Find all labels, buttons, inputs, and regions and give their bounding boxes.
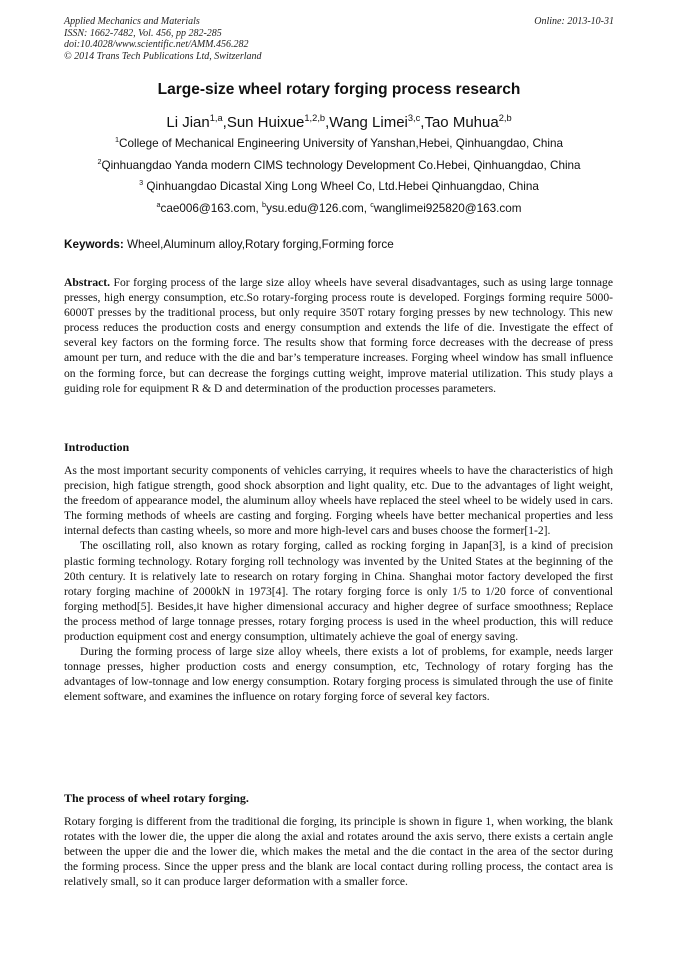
author-separator: , (222, 114, 227, 131)
author-list (0, 114, 678, 131)
affiliation-text: Qinhuangdao Dicastal Xing Long Wheel Co, Ltd.Hebei Qinhuangdao, China (143, 180, 539, 193)
introduction-section (64, 463, 613, 705)
journal-header (64, 16, 262, 62)
email-sup: c (370, 200, 374, 210)
author-name: Li Jian (166, 114, 210, 131)
body-paragraph: The oscillating roll, also known as rotary forging, called as rocking forging in Japan[3], is a kind of precision plastic forming technology. Rotary forging roll technology was invented by the United States at the beginning of the 20th century. It is relatively late to research on rotary forging in China. Shanghai motor factory developed the first rotary forging machine of 2000kN in 1973[4]. The rotary forging force is only 1/5 to 1/20 force of conventional forging method[5]. Besides,it have higher dimensional accuracy and higher degree of surface smoothness; Replace the process method of large tonnage presses, rotary forging process is used in the wheel production, this will reduce production equipment cost and energy consumption, ultimately achieve the goal of energy saving. (64, 539, 613, 644)
affiliation-text: Qinhuangdao Yanda modern CIMS technology Development Co.Hebei, Qinhuangdao, China (101, 159, 581, 172)
author-sup: 2,b (498, 113, 512, 123)
affiliation (0, 137, 678, 150)
affiliation-number: 3 (139, 178, 144, 188)
email-sup: a (156, 200, 161, 210)
author (166, 114, 226, 131)
abstract-paragraph (64, 275, 613, 396)
abstract (64, 275, 613, 396)
keywords-label: Keywords: (64, 238, 124, 251)
author-name: Sun Huixue (226, 114, 305, 131)
email: cae006@163.com, (160, 202, 263, 215)
author-emails (0, 202, 678, 215)
body-paragraph: As the most important security components of vehicles carrying, it requires wheels to have the characteristics of high precision, high fatigue strength, good shock absorption and light quality, etc. Due to the advantages of light weight, the freedom of appearance model, the aluminum alloy wheels have replaced the steel wheel to be widely used in cars. The forming methods of wheels are casting and forging. Forging wheels have better mechanical properties and less internal defects than casting wheels, so more and more high-level cars and buses choose the former[1-2]. (64, 464, 613, 538)
body-paragraph: During the forming process of large size alloy wheels, there exists a lot of problems, for example, needs larger tonnage presses, higher production costs and energy consumption, etc, Technology of rotary forging has the advantages of low-tonnage and low energy consumption. Rotary forging process is simulated through the use of finite element software, and examines the influence on rotary forging force of several key factors. (64, 645, 613, 704)
paper-title: Large-size wheel rotary forging process research (157, 81, 521, 98)
author-separator: , (325, 114, 330, 131)
body-paragraph: Rotary forging is different from the traditional die forging, its principle is shown in figure 1, when working, the blank rotates with the lower die, the upper die along the axial and rotates around the axis servo, there exists a certain angle between the upper die and the lower die, which makes the metal and the die contact in the area of the sector during the forming process. Since the upper press and the blank are local contact during rolling process, the contact area is relatively small, so it can produce larger deformation with a smaller force. (64, 815, 613, 889)
author-separator: , (420, 114, 425, 131)
author-sup: 3,c (407, 113, 421, 123)
author-name: Tao Muhua (424, 114, 499, 131)
author-name: Wang Limei (329, 114, 408, 131)
email-sup: b (262, 200, 267, 210)
author (424, 114, 511, 131)
affiliation (0, 159, 678, 172)
abstract-text: For forging process of the large size alloy wheels have several disadvantages, such as using large tonnage presses, high energy consumption, etc.So rotary-forging process route is developed. Forgings forming require 5000-6000T presses by the traditional process, but only require 350T rotary forging presses by new technology. This new process reduces the production costs and energy consumption and extends the life of die. Investigate the effect of several key factors on the forming force. The results show that forming force decreases with the decrease of press amount per turn, and reduce with the die and bar’s temperature increases. Forging wheel window has small influence on the forming force, but can decrease the forgings cutting weight, improve material utilization. This study plays a guiding role for equipment R & D and determination of the production processes parameters. (64, 276, 613, 395)
author (227, 114, 329, 131)
journal-name: Applied Mechanics and Materials (64, 16, 200, 27)
affiliation-text: College of Mechanical Engineering University of Yanshan,Hebei, Qinhuangdao, China (119, 137, 564, 150)
affiliation-number: 1 (114, 135, 120, 145)
journal-doi: doi:10.4028/www.scientific.net/AMM.456.282 (64, 39, 249, 50)
abstract-label: Abstract. (64, 276, 111, 289)
keywords (64, 238, 394, 251)
email: ysu.edu@126.com, (266, 202, 371, 215)
affiliation (0, 180, 678, 193)
author-sup: 1,2,b (304, 113, 326, 123)
author (329, 114, 424, 131)
journal-copyright: © 2014 Trans Tech Publications Ltd, Switzerland (64, 50, 262, 62)
section-heading-introduction: Introduction (64, 440, 130, 454)
author-sup: 1,a (209, 113, 223, 123)
affiliation-number: 2 (97, 157, 102, 167)
process-section (64, 814, 613, 889)
journal-issn: ISSN: 1662-7482, Vol. 456, pp 282-285 (64, 27, 222, 39)
section-heading-process: The process of wheel rotary forging. (64, 791, 249, 805)
keywords-text: Wheel,Aluminum alloy,Rotary forging,Forming force (123, 238, 394, 251)
online-date: Online: 2013-10-31 (534, 16, 614, 27)
email: wanglimei925820@163.com (373, 202, 522, 215)
